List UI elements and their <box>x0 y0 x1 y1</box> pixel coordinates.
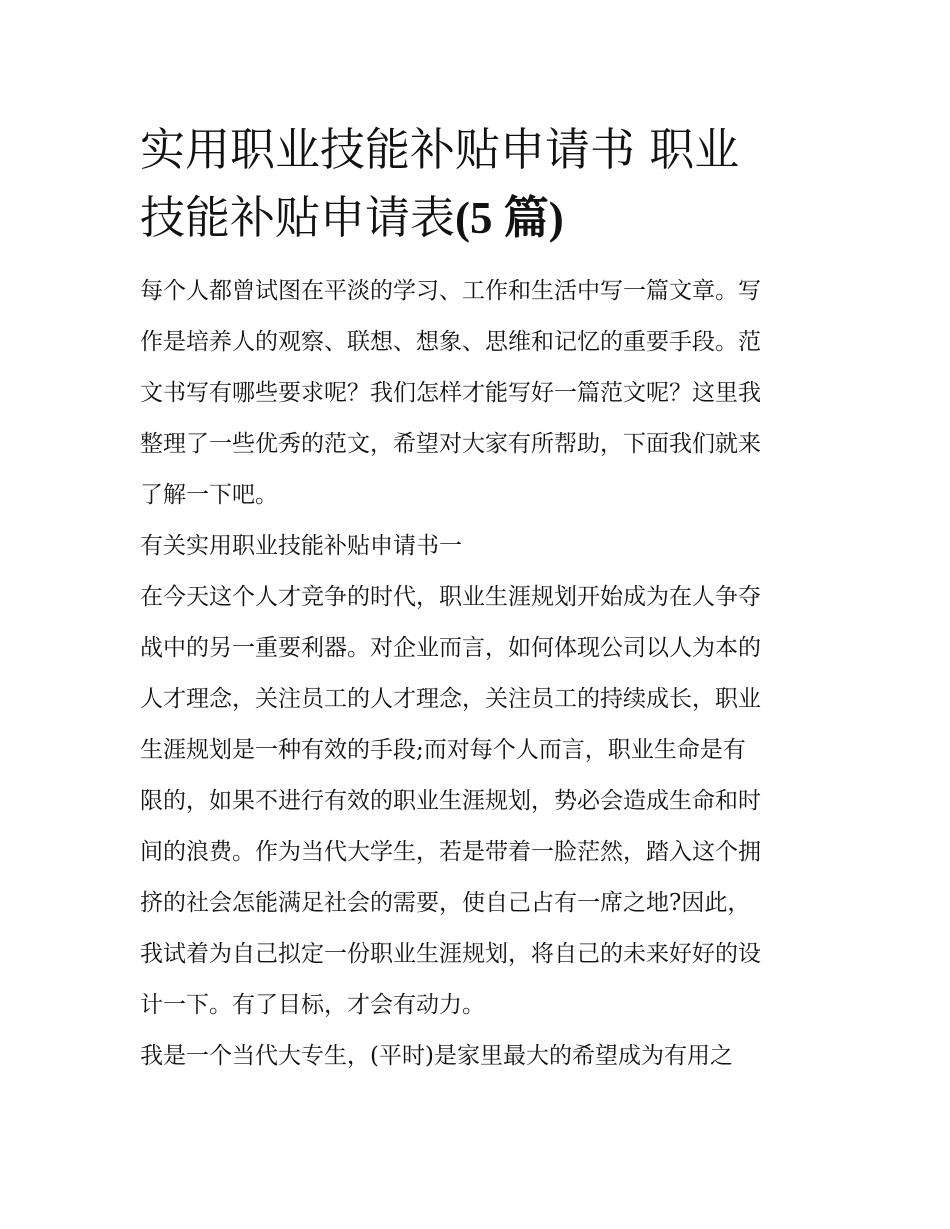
document-content <box>140 116 812 1082</box>
section-heading-text: 有关实用职业技能补贴申请书一 <box>140 533 462 559</box>
text-line: 了解一下吧。 <box>140 482 278 508</box>
text-line: 整理了一些优秀的范文，希望对大家有所帮助，下面我们就来 <box>140 431 761 457</box>
section-heading <box>140 521 812 572</box>
title-line-1: 实用职业技能补贴申请书 职业 <box>140 123 740 176</box>
text-line: 作是培养人的观察、联想、想象、思维和记忆的重要手段。范 <box>140 329 761 355</box>
text-line: 每个人都曾试图在平淡的学习、工作和生活中写一篇文章。写 <box>140 278 761 304</box>
text-line: 限的，如果不进行有效的职业生涯规划，势必会造成生命和时 <box>140 788 761 814</box>
next-paragraph <box>140 1031 812 1082</box>
text-line: 我是一个当代大专生，(平时)是家里最大的希望成为有用之 <box>140 1043 733 1069</box>
title-line-2 <box>140 184 812 252</box>
text-line: 人才理念，关注员工的人才理念，关注员工的持续成长，职业 <box>140 686 761 712</box>
intro-paragraph <box>140 266 812 521</box>
title-suffix: (5 篇) <box>455 193 564 243</box>
text-line: 计一下。有了目标，才会有动力。 <box>140 992 485 1018</box>
text-line: 在今天这个人才竞争的时代，职业生涯规划开始成为在人争夺 <box>140 584 761 610</box>
text-line: 生涯规划是一种有效的手段;而对每个人而言，职业生命是有 <box>140 737 746 763</box>
title-line-2-text: 技能补贴申请表 <box>140 191 456 244</box>
text-line: 文书写有哪些要求呢？我们怎样才能写好一篇范文呢？这里我 <box>140 380 761 406</box>
text-line: 挤的社会怎能满足社会的需要，使自己占有一席之地?因此， <box>140 890 751 916</box>
text-line: 战中的另一重要利器。对企业而言，如何体现公司以人为本的 <box>140 635 761 661</box>
document-body <box>140 266 812 1082</box>
text-line: 我试着为自己拟定一份职业生涯规划，将自己的未来好好的设 <box>140 941 761 967</box>
document-title <box>140 116 812 252</box>
body-paragraph <box>140 572 812 1031</box>
text-line: 间的浪费。作为当代大学生，若是带着一脸茫然，踏入这个拥 <box>140 839 761 865</box>
